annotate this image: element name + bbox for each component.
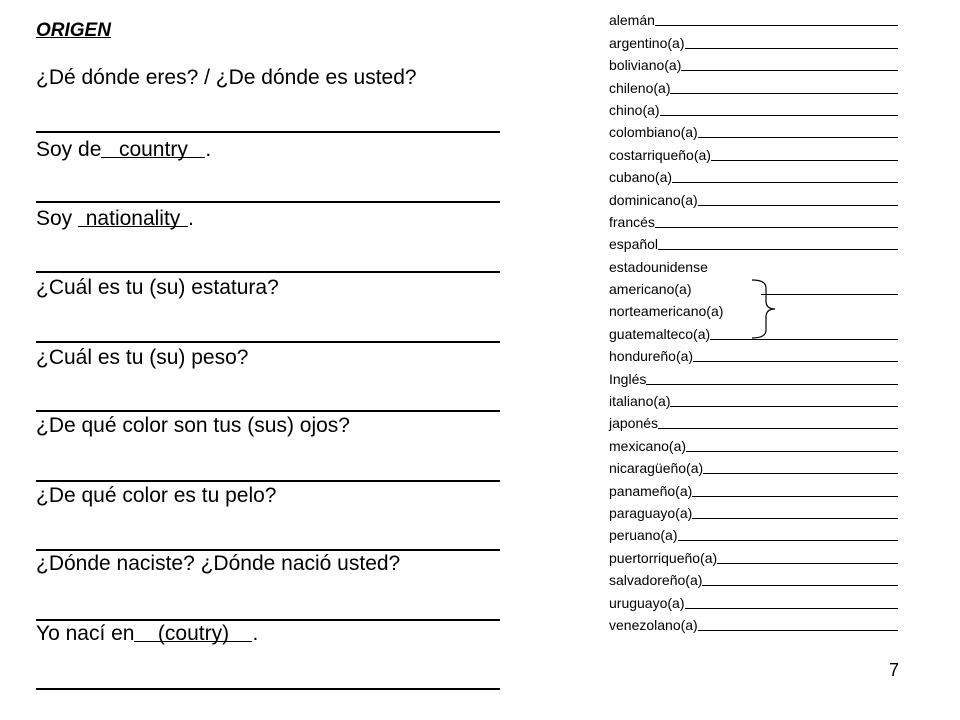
nationality-blank-line <box>710 336 898 340</box>
nationality-label: costarriqueño(a) <box>609 146 711 163</box>
answer-line-4 <box>36 341 500 343</box>
nationality-blank-line <box>655 22 898 26</box>
answer-birthplace-suffix: . <box>252 622 259 645</box>
nationality-blank-line <box>717 560 898 564</box>
question-origin: ¿Dé dónde eres? / ¿De dónde es usted? <box>36 66 417 89</box>
answer-country-prefix: Soy de <box>36 138 102 161</box>
nationality-item <box>609 431 898 453</box>
nationality-label: japonés <box>609 415 659 432</box>
nationality-item <box>609 73 898 95</box>
answer-birthplace-sentence <box>36 622 258 646</box>
nationality-item <box>609 409 898 431</box>
nationality-label: italiano(a) <box>609 393 671 410</box>
nationality-item <box>609 28 898 50</box>
nationality-blank: nationality <box>78 207 188 227</box>
nationality-label: colombiano(a) <box>609 124 698 141</box>
answer-nationality-sentence <box>36 207 194 231</box>
nationality-blank-line <box>672 179 898 183</box>
nationality-item <box>609 163 898 185</box>
nationality-label: dominicano(a) <box>609 191 698 208</box>
answer-birthplace-prefix: Yo nací en <box>36 622 135 645</box>
nationality-item <box>609 6 898 28</box>
nationality-label: venezolano(a) <box>609 616 698 633</box>
answer-country-suffix: . <box>205 138 212 161</box>
nationality-item <box>609 499 898 521</box>
question-height: ¿Cuál es tu (su) estatura? <box>36 276 279 299</box>
nationality-item <box>609 185 898 207</box>
nationality-item <box>609 364 898 386</box>
nationality-label: guatemalteco(a) <box>609 325 711 342</box>
nationality-label: uruguayo(a) <box>609 594 685 611</box>
question-birthplace: ¿Dónde naciste? ¿Dónde nació usted? <box>36 552 401 575</box>
bracket-icon <box>748 278 788 340</box>
question-weight: ¿Cuál es tu (su) peso? <box>36 346 249 369</box>
answer-line-3 <box>36 271 500 273</box>
nationality-blank-line <box>711 157 898 161</box>
nationality-item <box>609 118 898 140</box>
nationality-label: puertorriqueño(a) <box>609 549 718 566</box>
nationality-blank-line <box>698 134 898 138</box>
nationality-blank-line <box>658 425 898 429</box>
nationality-blank-line <box>660 112 898 116</box>
nationality-label: francés <box>609 213 655 230</box>
page-number: 7 <box>889 660 900 680</box>
nationality-blank-line <box>698 202 898 206</box>
answer-country-sentence <box>36 138 211 162</box>
nationality-blank-line <box>703 470 898 474</box>
answer-line-6 <box>36 480 500 482</box>
nationality-blank-line <box>681 67 898 71</box>
nationality-label: español <box>609 236 659 253</box>
nationality-blank-line <box>692 493 898 497</box>
nationality-blank-line <box>655 224 898 228</box>
nationality-item <box>609 611 898 633</box>
nationality-label: peruano(a) <box>609 527 678 544</box>
nationality-label: panameño(a) <box>609 482 693 499</box>
nationality-label: argentino(a) <box>609 34 685 51</box>
nationality-item <box>609 387 898 409</box>
nationality-label: cubano(a) <box>609 169 673 186</box>
nationality-blank-line <box>686 448 898 452</box>
nationality-label: chileno(a) <box>609 79 671 96</box>
nationality-label: nicaragüeño(a) <box>609 460 704 477</box>
nationality-label: estadounidense <box>609 258 708 275</box>
nationality-blank-line <box>670 90 898 94</box>
nationality-blank-line <box>693 358 898 362</box>
answer-line-7 <box>36 549 500 551</box>
answer-nationality-suffix: . <box>188 207 194 230</box>
birthplace-blank: (coutry) <box>134 622 252 642</box>
nationality-item <box>609 588 898 610</box>
nationality-blank-line <box>658 246 898 250</box>
question-eye-color: ¿De qué color son tus (sus) ojos? <box>36 414 350 437</box>
nationality-item <box>609 96 898 118</box>
nationality-blank-line <box>646 381 898 385</box>
nationality-blank-line <box>708 270 898 273</box>
nationality-label: Inglés <box>609 370 647 387</box>
nationality-label: boliviano(a) <box>609 57 682 74</box>
nationality-label: mexicano(a) <box>609 437 687 454</box>
nationality-label: americano(a) <box>609 281 692 298</box>
nationality-label: chino(a) <box>609 101 660 118</box>
nationality-item <box>609 342 898 364</box>
nationality-blank-line <box>702 582 898 586</box>
nationality-item <box>609 140 898 162</box>
nationality-blank-line <box>685 605 899 609</box>
nationality-item <box>609 566 898 588</box>
nationality-item <box>609 454 898 476</box>
nationality-blank-line <box>670 403 898 407</box>
page-title: ORIGEN <box>36 20 111 41</box>
nationality-item <box>609 230 898 252</box>
answer-line-1 <box>36 131 500 133</box>
nationality-blank-line <box>692 515 898 519</box>
nationality-label: hondureño(a) <box>609 348 694 365</box>
nationality-label: alemán <box>609 12 655 29</box>
nationality-blank-line <box>678 537 899 541</box>
nationality-item <box>609 476 898 498</box>
answer-line-2 <box>36 201 500 203</box>
nationality-item <box>609 521 898 543</box>
nationality-label: norteamericano(a) <box>609 303 724 320</box>
answer-line-5 <box>36 410 500 412</box>
nationality-blank-line <box>698 627 898 631</box>
country-blank: country <box>101 138 205 158</box>
nationality-item <box>609 543 898 565</box>
answer-line-8 <box>36 619 500 621</box>
nationality-blank-line <box>685 45 899 49</box>
answer-line-9 <box>36 688 500 690</box>
question-hair-color: ¿De qué color es tu pelo? <box>36 484 277 507</box>
answer-nationality-prefix: Soy <box>36 207 79 230</box>
nationality-item <box>609 208 898 230</box>
nationality-item <box>609 252 898 274</box>
nationality-item <box>609 51 898 73</box>
nationality-label: paraguayo(a) <box>609 504 693 521</box>
nationality-label: salvadoreño(a) <box>609 572 703 589</box>
